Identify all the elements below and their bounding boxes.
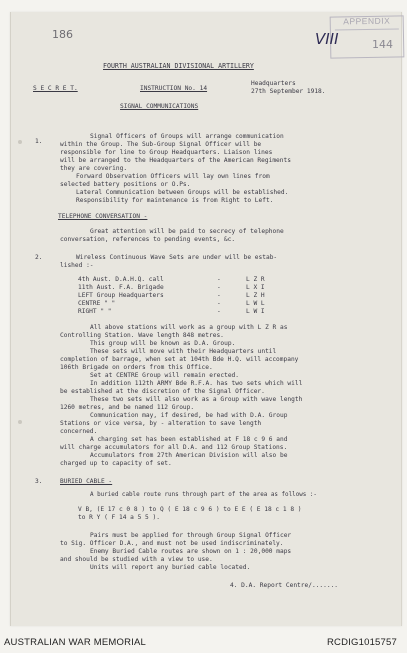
station-name: LEFT Group Headquarters — [78, 292, 164, 299]
text-line: they are covering. — [60, 165, 128, 172]
text-line: Responsibility for maintenance is from Right to Left. — [76, 197, 274, 204]
classification: S E C R E T. — [33, 85, 78, 92]
section-number: 1. — [35, 138, 43, 145]
station-name: 11th Aust. F.A. Brigade — [78, 284, 164, 291]
instruction-number: INSTRUCTION No. 14 — [140, 85, 208, 92]
text-line: to Sig. Officer D.A., and must not be used indiscriminately. — [60, 540, 284, 547]
station-dash: - — [217, 276, 221, 283]
section-number: 3. — [35, 478, 43, 485]
text-line: Controlling Station. Wave length 848 metres. — [60, 332, 224, 339]
telephone-heading: TELEPHONE CONVERSATION - — [58, 213, 148, 220]
punch-hole — [18, 420, 22, 424]
station-callsign: L W I — [246, 308, 265, 315]
text-line: Forward Observation Officers will lay own lines from — [76, 173, 270, 180]
text-line: These sets will move with their Headquarters until — [90, 348, 277, 355]
appendix-stamp — [330, 15, 405, 58]
text-line: within the Group. The Sub-Group Signal Officer will be — [60, 141, 262, 148]
text-line: charged up to capacity of set. — [60, 460, 172, 467]
buried-cable-heading: BURIED CABLE - — [60, 478, 113, 485]
text-line: Units will report any buried cable located. — [90, 564, 251, 571]
station-dash: - — [217, 284, 221, 291]
text-line: Stations or vice versa, by - alteration to save length — [60, 420, 262, 427]
station-callsign: L W L — [246, 300, 265, 307]
formation-heading: FOURTH AUSTRALIAN DIVISIONAL ARTILLERY — [103, 62, 254, 70]
text-line: All above stations will work as a group with L Z R as — [90, 324, 288, 331]
text-line: Accumulators from 27th American Division will also be — [90, 452, 288, 459]
text-line: conversation, references to pending events, &c. — [60, 236, 236, 243]
station-callsign: L X I — [246, 284, 265, 291]
continuation-note: 4. D.A. Report Centre/....... — [230, 582, 339, 589]
text-line: In addition 112th ARMY Bde R.F.A. has two sets which will — [90, 380, 303, 387]
folio-number-right: 144 — [372, 38, 393, 51]
text-line: concerned. — [60, 428, 98, 435]
text-line: V B, (E 17 c 0 8 ) to Q ( E 18 c 9 6 ) to E E ( E 18 c 1 8 ) — [78, 506, 302, 513]
stamp-rule — [335, 28, 399, 30]
text-line: These two sets will also work as a Group with wave length — [90, 396, 303, 403]
text-line: and should be studied with a view to use. — [60, 556, 213, 563]
text-line: lished :- — [60, 262, 94, 269]
text-line: Communication may, if desired, be had with D.A. Group — [90, 412, 288, 419]
text-line: Wireless Continuous Wave Sets are under will be estab- — [76, 254, 278, 261]
text-line: 106th Brigade on orders from this Office. — [60, 364, 213, 371]
text-line: This group will be known as D.A. Group. — [90, 340, 236, 347]
text-line: selected battery positions or O.Ps. — [60, 181, 191, 188]
text-line: responsible for line to Group Headquarters. Liaison lines — [60, 149, 273, 156]
document-date: 27th September 1918. — [251, 88, 326, 95]
text-line: A charging set has been established at F 18 c 9 6 and — [90, 436, 288, 443]
text-line: will be arranged to the Headquarters of the American Regiments — [60, 157, 291, 164]
appendix-numeral: VIII — [315, 30, 339, 48]
station-dash: - — [217, 300, 221, 307]
text-line: completion of barrage, when set at 104th Bde H.Q. will accompany — [60, 356, 299, 363]
stamp-label: APPENDIX — [343, 15, 391, 27]
station-name: RIGHT " " — [78, 308, 112, 315]
station-callsign: L Z H — [246, 292, 265, 299]
punch-hole — [18, 140, 22, 144]
station-dash: - — [217, 308, 221, 315]
text-line: Enemy Buried Cable routes are shown on 1 : 20,000 maps — [90, 548, 292, 555]
text-line: be established at the discretion of the Signal Officer. — [60, 388, 265, 395]
text-line: Signal Officers of Groups will arrange communication — [90, 133, 284, 140]
text-line: Pairs must be applied for through Group Signal Officer — [90, 532, 292, 539]
text-line: Set at CENTRE Group will remain erected. — [90, 372, 240, 379]
text-line: will charge accumulators for all D.A. and 112 Group Stations. — [60, 444, 288, 451]
text-line: to R Y ( F 14 a 5 5 ). — [78, 514, 160, 521]
headquarters-label: Headquarters — [251, 80, 296, 87]
section-number: 2. — [35, 254, 43, 261]
footer-archive-name: AUSTRALIAN WAR MEMORIAL — [4, 637, 147, 648]
station-dash: - — [217, 292, 221, 299]
text-line: Great attention will be paid to secrecy of telephone — [90, 228, 284, 235]
folio-number-left: 186 — [52, 28, 73, 41]
text-line: 1260 metres, and be named 112 Group. — [60, 404, 195, 411]
station-callsign: L Z R — [246, 276, 265, 283]
text-line: Lateral Communication between Groups will be established. — [76, 189, 289, 196]
text-line: A buried cable route runs through part of the area as follows :- — [90, 492, 317, 498]
footer-record-id: RCDIG1015757 — [327, 637, 397, 648]
subject-title: SIGNAL COMMUNICATIONS — [120, 103, 199, 110]
station-name: CENTRE " " — [78, 300, 116, 307]
station-name: 4th Aust. D.A.H.Q. call — [78, 276, 164, 283]
